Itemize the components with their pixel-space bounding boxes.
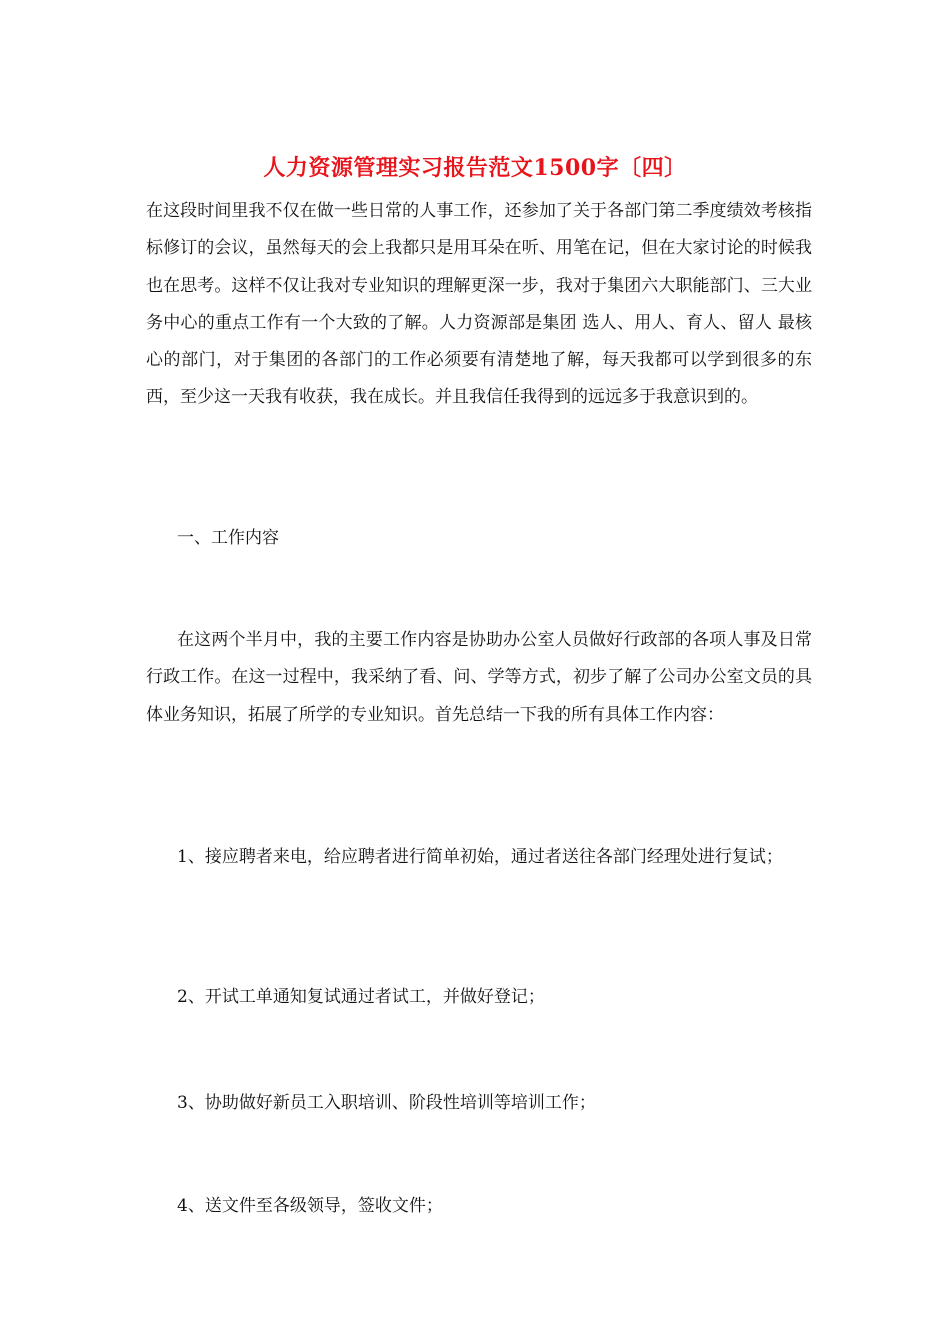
list-item: 1、接应聘者来电，给应聘者进行简单初始，通过者送往各部门经理处进行复试； (177, 847, 783, 867)
list-item: 3、协助做好新员工入职培训、阶段性培训等培训工作； (177, 1093, 596, 1113)
list-item: 4、送文件至各级领导，签收文件； (177, 1196, 443, 1216)
body-paragraph: 在这两个半月中，我的主要工作内容是协助办公室人员做好行政部的各项人事及日常行政工作。在这一过程中，我采纳了看、问、学等方式，初步了解了公司办公室文员的具体业务知识，拓展了所学的专业知识。首先总结一下我的所有具体工作内容： (146, 630, 812, 725)
intro-paragraph: 在这段时间里我不仅在做一些日常的人事工作，还参加了关于各部门第二季度绩效考核指标修订的会议，虽然每天的会上我都只是用耳朵在听、用笔在记，但在大家讨论的时候我也在思考。这样不仅让我对专业知识的理解更深一步，我对于集团六大职能部门、三大业务中心的重点工作有一个大致的了解。人力资源部是集团 选人、用人、育人、留人 最核心的部门，对于集团的各部门的工作必须要有清楚地了解，每天我都可以学到很多的东西，至少这一天我有收获，我在成长。并且我信任我得到的远远多于我意识到的。 (146, 201, 812, 408)
list-item: 2、开试工单通知复试通过者试工，并做好登记； (177, 987, 545, 1007)
document-title: 人力资源管理实习报告范文1500字〔四〕 (263, 155, 687, 181)
section-heading: 一、工作内容 (177, 528, 279, 548)
